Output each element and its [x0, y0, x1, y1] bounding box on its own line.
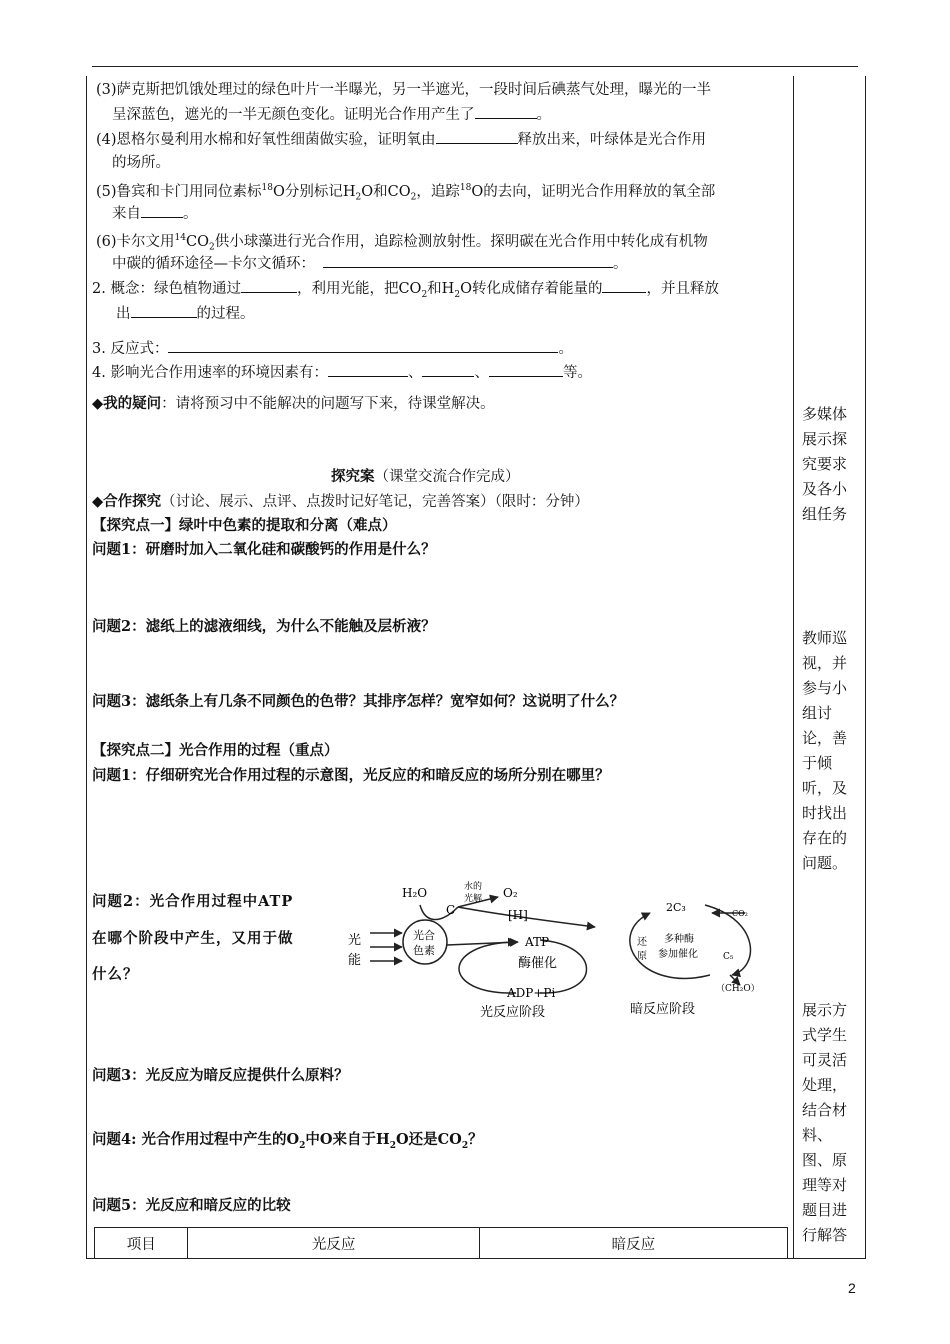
prep-item-3-line2: 呈深蓝色，遮光的一半无颜色变化。证明光合作用产生了 。: [112, 104, 551, 125]
light-label-1: 光: [348, 933, 362, 948]
pigment-circle: [403, 920, 447, 964]
water-split-label-1: 水的: [464, 882, 483, 892]
reduce-label-2: 原: [637, 951, 647, 962]
table-header-item: 项目: [94, 1227, 187, 1258]
water-split-label-2: 光解: [464, 894, 483, 904]
header-rule: [92, 66, 858, 67]
page-number: 2: [848, 1280, 856, 1296]
pigment-label-2: 色素: [413, 944, 435, 957]
prep-item-5-line1: (5)鲁宾和卡门用同位素标$^{18}$O分别标记$H_2O$和$CO_2$，追踪$^{18}$O的去向，证明光合作用释放的氧全部: [96, 183, 716, 203]
prep-item-4-line1: (4)恩格尔曼利用水棉和好氧性细菌做实验，证明氧由 释放出来，叶绿体是光合作用: [96, 129, 706, 150]
h2o-label: H₂O: [402, 886, 428, 900]
column-divider: [793, 76, 794, 1258]
side-note-teacher: 教师巡视，并参与小组讨论，善于倾听，及时找出存在的问题。: [802, 629, 848, 872]
point-one-question-2: 问题2：滤纸上的滤液细线，为什么不能触及层析液？: [92, 618, 436, 635]
point-two-question-4: 问题4: 光合作用过程中产生的$O_2$中O来自于$H_2O$还是$CO_2$？: [92, 1131, 483, 1151]
point-one-question-1: 问题1：研磨时加入二氧化硅和碳酸钙的作用是什么？: [92, 541, 436, 558]
point-one-question-3: 问题3：滤纸条上有几条不同颜色的色带？其排序怎样？宽窄如何？这说明了什么？: [92, 693, 625, 710]
concept-line1: 2. 概念：绿色植物通过 ，利用光能，把$CO_2$和$H_2O$转化成储存着能量的 ，并且释放: [92, 278, 719, 305]
pigment-label-1: 光合: [413, 929, 435, 942]
ch2o-label: （CH₂O）: [716, 984, 760, 994]
side-note-multimedia: 多媒体展示探究要求及各小组任务: [802, 405, 848, 523]
h-label: [H]: [508, 908, 528, 922]
c5-label: C₅: [723, 952, 734, 962]
table-header-light: 光反应: [187, 1227, 478, 1258]
prep-item-6-line2: 中碳的循环途径—卡尔文循环： 。: [112, 253, 628, 274]
atp-label: ATP: [525, 935, 550, 949]
prep-item-5-line2: 来自 。: [112, 203, 198, 224]
multi-enzyme-label-2: 参加催化: [658, 949, 698, 960]
co2-label: CO₂: [732, 909, 748, 918]
reaction-line: 3. 反应式： 。: [92, 338, 573, 359]
prep-item-4-line2: 的场所。: [112, 155, 170, 171]
c-label: C: [446, 903, 456, 917]
point-one-heading: 【探究点一】绿叶中色素的提取和分离（难点）: [92, 517, 397, 534]
doubt-line: ◆我的疑问：请将预习中不能解决的问题写下来，待课堂解决。: [92, 395, 495, 412]
point-two-question-2-line2: 在哪个阶段中产生，又用于做: [92, 930, 294, 947]
dark-stage-label: 暗反应阶段: [630, 1002, 696, 1017]
point-two-question-3: 问题3：光反应为暗反应提供什么原料？: [92, 1067, 349, 1084]
point-two-question-2-line1: 问题2：光合作用过程中ATP: [92, 893, 294, 910]
c3-label: 2C₃: [666, 901, 686, 914]
reduce-label-1: 还: [637, 937, 647, 948]
point-two-question-2-line3: 什么？: [92, 966, 139, 983]
point-two-question-5: 问题5：光反应和暗反应的比较: [92, 1197, 291, 1214]
prep-item-6-line1: (6)卡尔文用$^{14}CO_2$供小球藻进行光合作用，追踪检测放射性。探明碳在光合作用中转化成有机物: [96, 233, 708, 253]
factors-line: 4. 影响光合作用速率的环境因素有： 、 、 等。: [92, 362, 592, 383]
coop-line: ◆合作探究（讨论、展示、点评、点拨时记好笔记，完善答案）（限时：分钟）: [92, 493, 589, 510]
explore-title: 探究案（课堂交流合作完成）: [331, 468, 520, 485]
point-two-question-1: 问题1：仔细研究光合作用过程的示意图，光反应的和暗反应的场所分别在哪里？: [92, 767, 610, 784]
photosynthesis-diagram: [340, 875, 780, 1025]
adp-label: ADP+Pi: [507, 986, 556, 1000]
o2-label: O₂: [503, 886, 518, 900]
side-note-display: 展示方式学生可灵活处理，结合材料、图、原理等对题目进行解答: [802, 1001, 848, 1244]
multi-enzyme-label-1: 多种酶: [664, 934, 694, 945]
prep-item-3-line1: (3)萨克斯把饥饿处理过的绿色叶片一半曝光，另一半遮光，一段时间后碘蒸气处理，曝光的一半: [96, 82, 712, 98]
light-label-2: 能: [348, 953, 362, 968]
enzyme-label: 酶催化: [518, 956, 558, 971]
comparison-table-header: [94, 1227, 788, 1258]
table-header-dark: 暗反应: [479, 1227, 788, 1258]
point-two-heading: 【探究点二】光合作用的过程（重点）: [92, 742, 339, 759]
concept-line2: 出 的过程。: [116, 303, 255, 324]
light-stage-label: 光反应阶段: [480, 1005, 546, 1020]
